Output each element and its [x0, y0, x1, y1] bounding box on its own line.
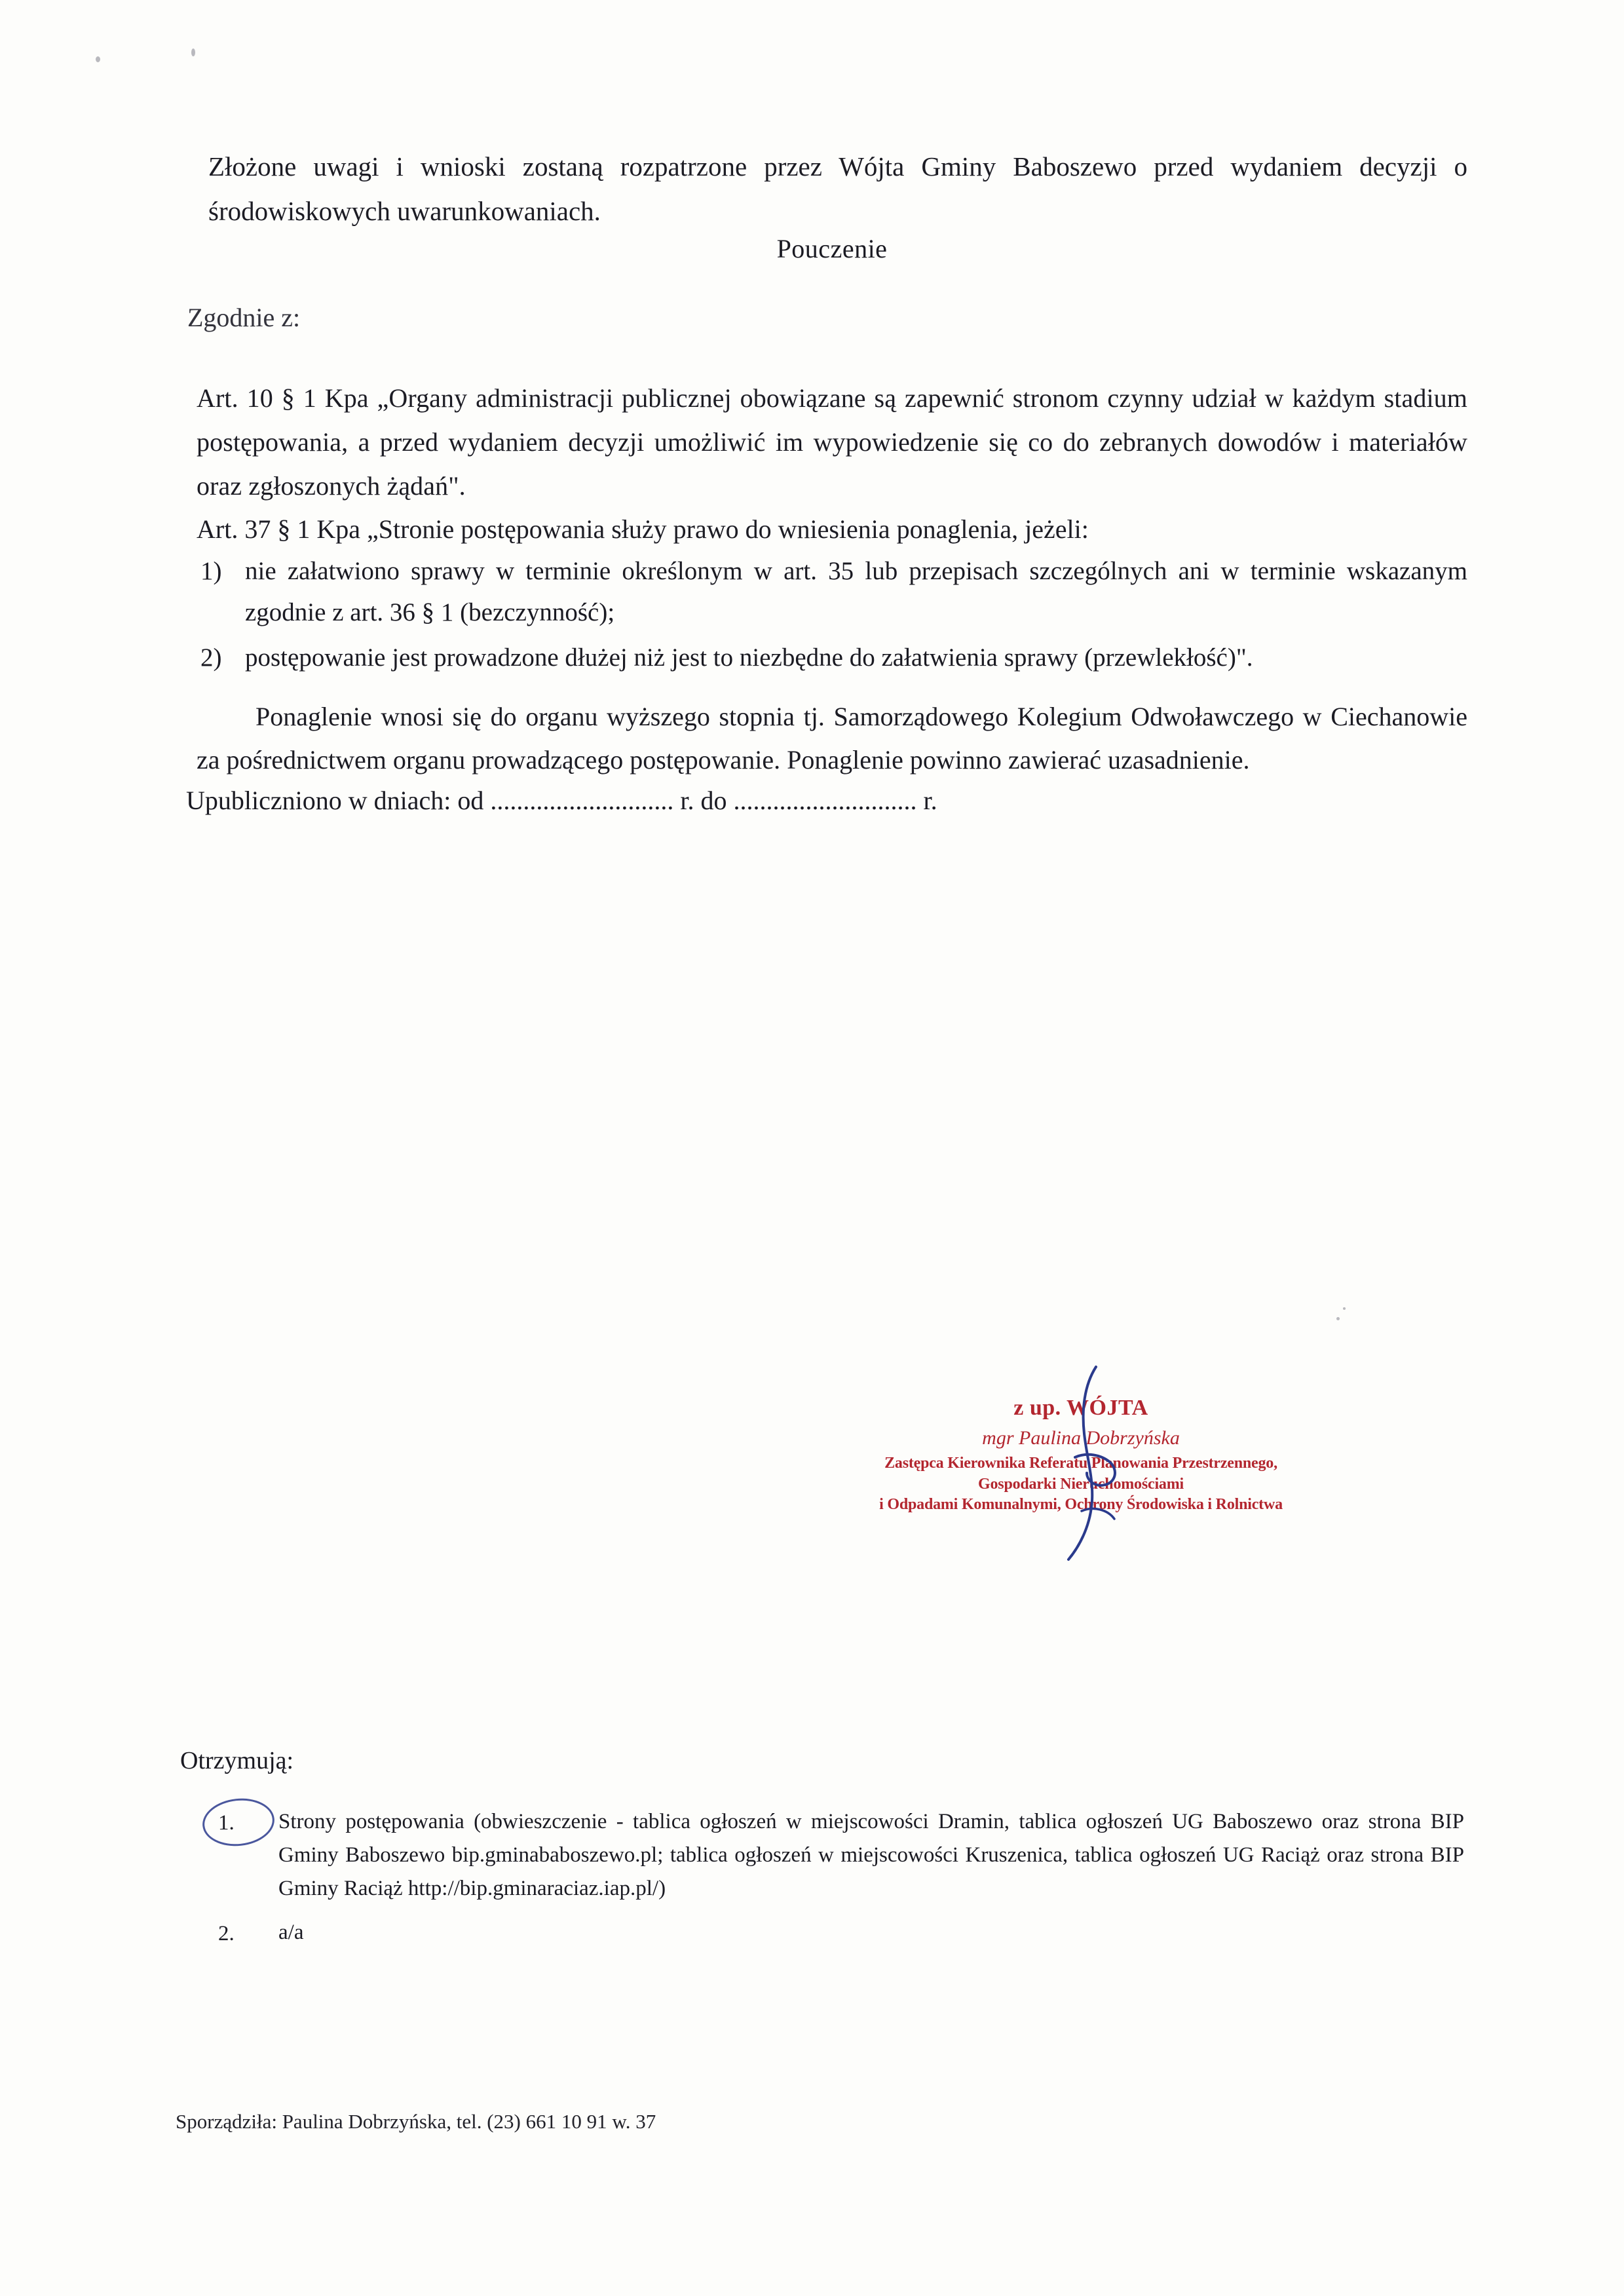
list-item-text: nie załatwiono sprawy w terminie określonym w art. 35 lub przepisach szczególnych ani w terminie wskazanym zgodnie z art. 36 § 1 (bezczynność); [245, 556, 1467, 626]
footer-note: Sporządziła: Paulina Dobrzyńska, tel. (23) 661 10 91 w. 37 [176, 2110, 656, 2133]
publication-dates-line: Upubliczniono w dniach: od ............................ r. do ............................ r. [186, 786, 937, 816]
list-item-number: 1. [218, 1811, 235, 1835]
circle-annotation-icon [200, 1795, 277, 1849]
document-body [186, 144, 1467, 847]
recipients-section [180, 1746, 1464, 1961]
intro-paragraph: Złożone uwagi i wnioski zostaną rozpatrzone przez Wójta Gminy Baboszewo przed wydaniem decyzji o środowiskowych uwarunkowaniach. [208, 151, 1467, 227]
list-item-number: 2. [218, 1922, 235, 1946]
zgodnie-label: Zgodnie z: [187, 303, 301, 333]
article-37-list [197, 550, 1467, 679]
list-item [180, 1805, 1464, 1905]
list-item [180, 1916, 1464, 1949]
signature-stamp [812, 1396, 1350, 1516]
signature-role [812, 1453, 1350, 1516]
article-37-intro: Art. 37 § 1 Kpa „Stronie postępowania służy prawo do wniesienia ponaglenia, jeżeli: [197, 514, 1089, 544]
list-item-marker: 2) [200, 643, 222, 672]
scan-speckle [191, 48, 195, 56]
recipients-list [180, 1805, 1464, 1950]
pouczenie-heading: Pouczenie [776, 234, 888, 264]
signature-role-line-3: i Odpadami Komunalnymi, Ochrony Środowiska i Rolnictwa [879, 1496, 1283, 1514]
ponaglenie-paragraph: Ponaglenie wnosi się do organu wyższego stopnia tj. Samorządowego Kolegium Odwoławczego w Ciechanowie za pośrednictwem organu prowadzącego postępowanie. Ponaglenie powinno zawierać uzasadnienie. [197, 702, 1467, 775]
list-item [197, 550, 1467, 633]
article-10-paragraph: Art. 10 § 1 Kpa „Organy administracji publicznej obowiązane są zapewnić stronom czynny udział w każdym stadium postępowania, a przed wydaniem decyzji umożliwić im wypowiedzenie się co do zebranych dowodów i materiałów oraz zgłoszonych żądań". [197, 383, 1467, 501]
list-item-text: postępowanie jest prowadzone dłużej niż jest to niezbędne do załatwienia sprawy (przewlekłość)". [245, 643, 1253, 672]
list-item-text: a/a [278, 1921, 304, 1945]
scan-speckle [1343, 1307, 1346, 1310]
signature-title: z up. WÓJTA [1013, 1396, 1148, 1420]
signature-role-line-1: Zastępca Kierownika Referatu Planowania Przestrzennego, [884, 1455, 1277, 1472]
scan-speckle [1336, 1317, 1340, 1320]
list-item-text: Strony postępowania (obwieszczenie - tablica ogłoszeń w miejscowości Dramin, tablica ogłoszeń UG Baboszewo oraz strona BIP Gminy Baboszewo bip.gminababoszewo.pl; tablica ogłoszeń w miejscowości Kruszenica, tablica ogłoszeń UG Raciąż oraz strona BIP Gminy Raciąż http://bip.gminaraciaz.iap.pl/) [278, 1810, 1464, 1901]
signature-name: mgr Paulina Dobrzyńska [982, 1427, 1180, 1449]
recipients-title: Otrzymują: [180, 1747, 294, 1774]
scan-speckle [96, 56, 100, 62]
signature-role-line-2: Gospodarki Nieruchomościami [978, 1475, 1184, 1493]
list-item-marker: 1) [200, 556, 222, 585]
list-item [197, 637, 1467, 678]
